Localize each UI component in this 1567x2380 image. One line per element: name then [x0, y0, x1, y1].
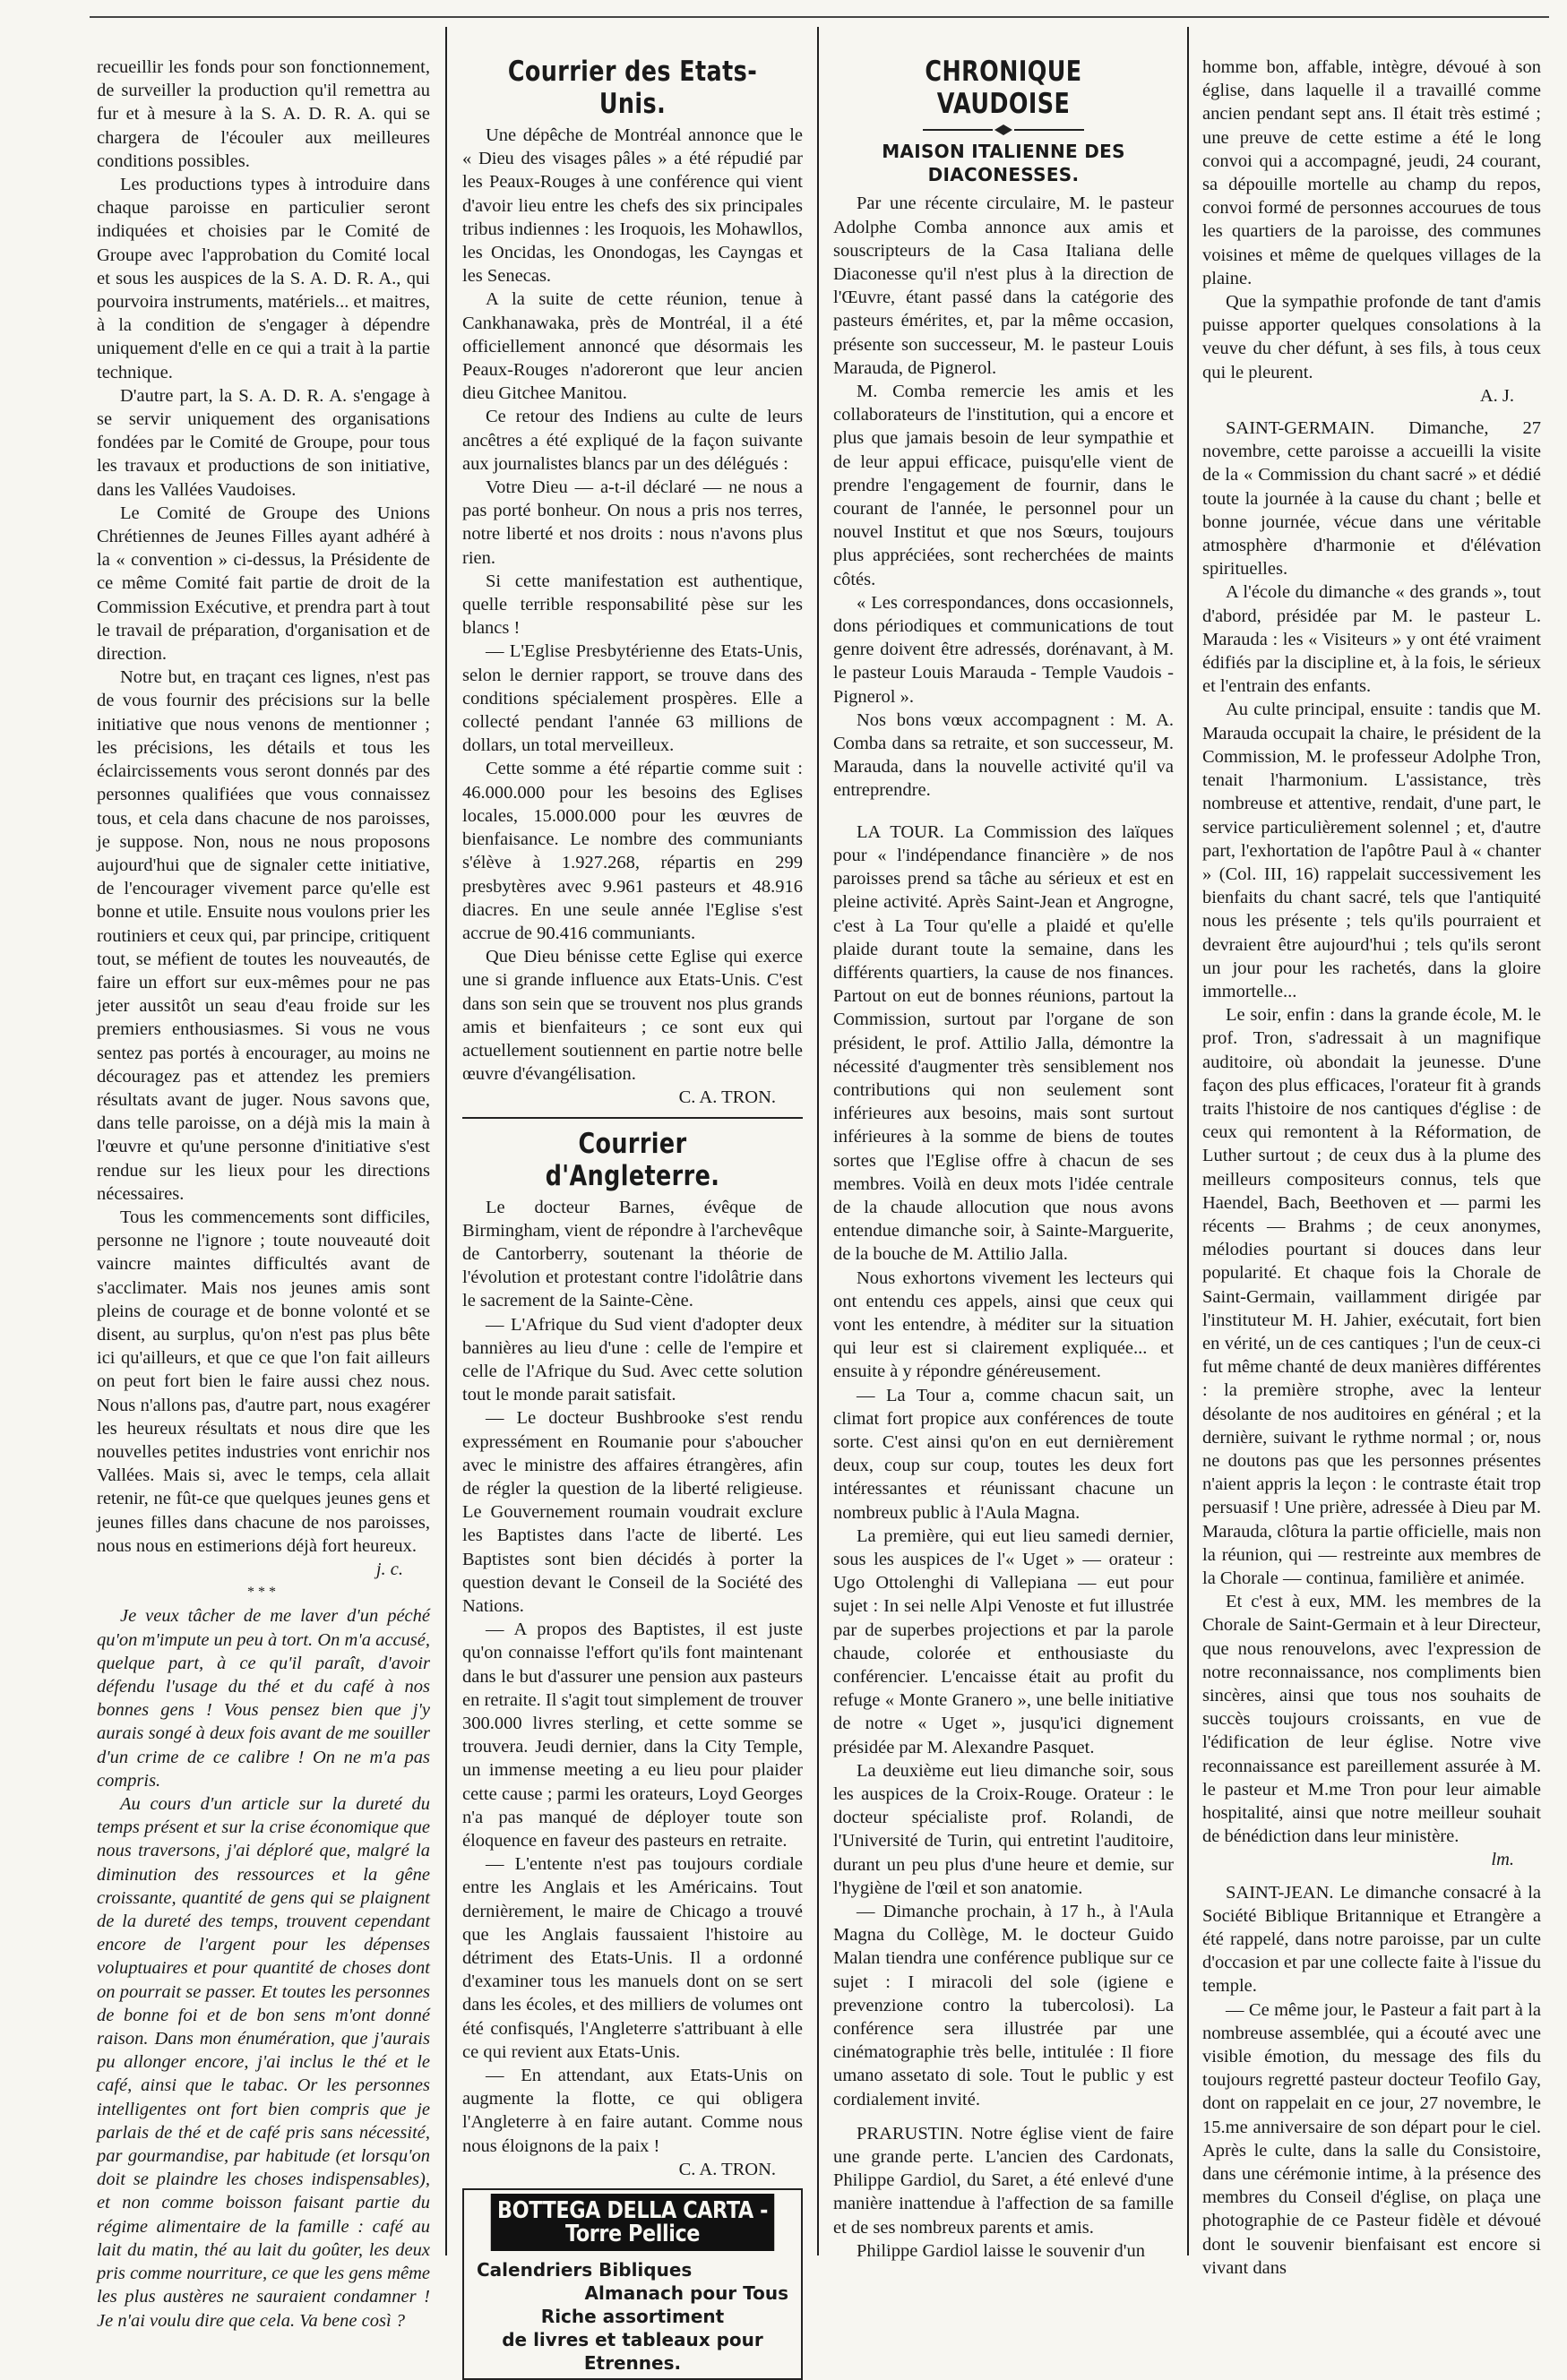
signature: j. c.	[375, 1559, 403, 1579]
paragraph: Je veux tâcher de me laver d'un péché qu'on m'impute un peu à tort. On m'a accusé, quelque part, à ce qu'il paraît, d'avoir défendu l'usage du thé et du café à nos bonnes gens ! Vous pensez bien que j'y aurais songé à deux fois avant de me souiller d'un crime de ce calibre ! On ne m'a pas compris.	[97, 1606, 430, 1791]
separator: ***	[247, 1585, 280, 1601]
paragraph: PRARUSTIN. Notre église vient de faire une grande perte. L'ancien des Cardonats, Philippe Gardiol, du Saret, a été enlevé d'une manière inattendue à l'affection de sa famille et de ses nombreux parents et amis.	[833, 2123, 1174, 2238]
paragraph: — Le docteur Bushbrooke s'est rendu expressément en Roumanie pour s'aboucher avec le ministre des affaires étrangères, afin de régler la question de la liberté religieuse. Le Gouvernement roumain voudrait exclure les Baptistes dans l'acte de liberté. Les Baptistes sont bien décidés à porter la question devant le Conseil de la Société des Nations.	[462, 1408, 803, 1616]
paragraph: — La Tour a, comme chacun sait, un climat fort propice aux conférences de toute sorte. C'est ainsi qu'on en eut dernièrement deux, coup sur coup, toutes les deux fort intéressantes et réunissant chacune un nombreux public à l'Aula Magna.	[833, 1385, 1174, 1523]
paragraph: LA TOUR. La Commission des laïques pour « l'indépendance financière » de nos paroisses prend sa tâche au sérieux et est en pleine activité. Après Saint-Jean et Angrogne, c'est à La Tour qu'elle a plaidé et qu'elle plaide durant toute la semaine, dans les différents quartiers, la cause de nos finances. Partout on eut de bonnes réunions, partout la Commission, surtout par l'organe de son président, le prof. Attilio Jalla, démontre la nécessité d'augmenter très sensiblement nos contributions qui non seulement sont inférieures aux besoins, mais sont surtout inférieures à la somme de biens de toutes sortes que l'Eglise offre à chacun de ses membres. Voilà en deux mots l'idée centrale de la chaude allocution que nous avons entendue dimanche soir, à Sainte-Marguerite, de la bouche de M. Attilio Jalla.	[833, 821, 1174, 1265]
advertisement-line: Almanach pour Tous	[584, 2282, 788, 2305]
section-heading: Courrier des Etats-Unis.	[507, 56, 758, 120]
paragraph: Le Comité de Groupe des Unions Chrétiennes de Jeunes Filles ayant adhéré à la « convention » ci-dessus, la Présidente de ce même Comité fait partie de droit de la Commission Exécutive, et prendra part à tout le travail de préparation, d'organisation et de direction.	[97, 503, 430, 665]
advertisement-title: BOTTEGA DELLA CARTA - Torre Pellice	[491, 2194, 774, 2251]
paragraph: « Les correspondances, dons occasionnels, dons périodiques et communications de tout genre doivent être adressés, dorénavant, à M. le pasteur Louis Marauda - Temple Vaudois - Pignerol ».	[833, 592, 1174, 707]
advertisement-line: de livres et tableaux pour Etrennes.	[502, 2329, 763, 2375]
spacer	[1202, 408, 1541, 417]
paragraph: — Ce même jour, le Pasteur a fait part à la nombreuse assemblée, qui a écouté avec une visible émotion, du message des fils du toujours regretté pasteur docteur Teofilo Gay, dont on rappelait en ce jour, 27 novembre, le 15.me anniversaire de son départ pour le ciel. Après le culte, dans la salle du Consistoire, dans une cérémonie intime, à la présence des membres du Conseil d'église, on plaça une photographie de ce Pasteur fidèle et dévoué dont le souvenir bienfaisant est encore si vivant dans	[1202, 1999, 1541, 2278]
paragraph: La deuxième eut lieu dimanche soir, sous les auspices de la Croix-Rouge. Orateur : le docteur spécialiste prof. Rolandi, de l'Université de Turin, qui entretint l'auditoire, durant un peu plus d'une heure et demie, sur l'hygiène de l'œil et son anatomie.	[833, 1760, 1174, 1898]
spacer	[1202, 1872, 1541, 1881]
advertisement-line: Calendriers Bibliques	[477, 2259, 693, 2281]
signature: A. J.	[1479, 385, 1514, 406]
subheading: MAISON ITALIENNE DES DIACONESSES.	[882, 141, 1125, 186]
paragraph: Philippe Gardiol laisse le souvenir d'un	[857, 2240, 1145, 2261]
paragraph: Ce retour des Indiens au culte de leurs ancêtres a été expliqué de la façon suivante aux journalistes blancs par un des délégués :	[462, 407, 803, 474]
paragraph: — L'entente n'est pas toujours cordiale entre les Anglais et les Américains. Tout dernièrement, le maire de Chicago a trouvé que les Anglais faussaient l'histoire au détriment des Etats-Unis. Il a ordonné d'examiner tous les manuels dont on se sert dans les écoles, et des milliers de volumes ont été confisqués, l'Angleterre s'attribuant à elle ce qui revient aux Etats-Unis.	[462, 1854, 803, 2062]
paragraph: Par une récente circulaire, M. le pasteur Adolphe Comba annonce aux amis et souscripteurs de la Casa Italiana delle Diaconesse qu'il n'est plus à la direction de l'Œuvre, étant passé dans la catégorie des pasteurs émérites, et, par la même occasion, présente son successeur, M. le pasteur Louis Marauda, de Pignerol.	[833, 193, 1174, 378]
signature: C. A. TRON.	[678, 2159, 776, 2179]
signature: lm.	[1491, 1850, 1514, 1870]
paragraph: Les productions types à introduire dans chaque paroisse en particulier seront indiquées et choisies par le Comité de Groupe avec l'approbation du Comité local et sous les auspices de la S. A. D. R. A., qui pourvoira instruments, matériels... et maitres, à la condition de s'engager à dépendre uniquement d'elle en ce qui a trait à la partie technique.	[97, 175, 430, 382]
top-rule	[90, 16, 1549, 18]
paragraph: A l'école du dimanche « des grands », tout d'abord, présidée par M. le pasteur L. Marauda : les « Visiteurs » y ont été vraiment édifiés par la discipline et, à la fois, le sérieux et l'entrain des enfants.	[1202, 582, 1541, 697]
paragraph: La première, qui eut lieu samedi dernier, sous les auspices de l'« Uget » — orateur : Ugo Ottolenghi di Vallepiana — eut pour sujet : In sei nelle Alpi Venoste et fut illustrée par de superbes projections et par la parole chaude, colorée et enthousiaste du conférencier. L'encaisse était au profit du refuge « Monte Granero », une belle initiative de notre « Uget », jusqu'ici dignement présidée par M. Alexandre Pasquet.	[833, 1525, 1174, 1757]
column-divider	[1187, 27, 1189, 2255]
advertisement-line: Riche assortiment	[540, 2306, 725, 2328]
paragraph: A la suite de cette réunion, tenue à Cankhanawaka, près de Montréal, il a été officiellement annoncé que désormais les Peaux-Rouges n'adoreront que leur ancien dieu Gitchee Manitou.	[462, 289, 803, 404]
spacer	[833, 803, 1174, 821]
paragraph: Le docteur Barnes, évêque de Birmingham, vient de répondre à l'archevêque de Cantorberry, soutenant la théorie de l'évolution et protestant contre l'idolâtrie dans le sacrement de la Sainte-Cène.	[462, 1197, 803, 1311]
ornament-rule	[923, 124, 1084, 136]
paragraph: Nos bons vœux accompagnent : M. A. Comba dans sa retraite, et son successeur, M. Marauda, dans la nouvelle activité qu'il va entreprendre.	[833, 709, 1174, 801]
paragraph: — A propos des Baptistes, il est juste qu'on connaisse l'effort qu'ils font maintenant dans le but d'assurer une pension aux pasteurs en retraite. Il s'agit tout simplement de trouver 300.000 livres sterling, et cette somme se trouvera. Jeudi dernier, dans la City Temple, un immense meeting a eu lieu pour plaider cette cause ; parmi les orateurs, Loyd Georges n'a pas manqué de déployer toute son éloquence en faveur des pasteurs en retraite.	[462, 1620, 803, 1852]
paragraph: SAINT-GERMAIN. Dimanche, 27 novembre, cette paroisse a accueilli la visite de la « Commission du chant sacré » et dédié toute la journée à la cause du chant ; belle et bonne journée, vécue dans une véritable atmosphère d'harmonie et d'élévation spirituelles.	[1202, 418, 1541, 580]
paragraph: D'autre part, la S. A. D. R. A. s'engage à se servir uniquement des organisations fondées par le Comité de Groupe, pour tous les travaux et productions de son initiative, dans les Vallées Vaudoises.	[97, 385, 430, 500]
paragraph: SAINT-JEAN. Le dimanche consacré à la Société Biblique Britannique et Etrangère a été rappelé, dans notre paroisse, par un culte d'occasion et par une collecte faite à l'issue du temple.	[1202, 1882, 1541, 1997]
paragraph: — Dimanche prochain, à 17 h., à l'Aula Magna du Collège, M. le docteur Guido Malan tiendra une conférence publique sur ce sujet : I miracoli del sole (igiene e prevenzione contro la tubercolosi). La conférence sera illustrée par une cinématographie très belle, intitulée : Il fiore umano assetato di sole. Tout le public y est cordialement invité.	[833, 1902, 1174, 2109]
paragraph: homme bon, affable, intègre, dévoué à son église, dans laquelle il a travaillé comme ancien pendant sept ans. Il était très estimé ; une preuve de cette estime a été le long convoi qui a accompagné, jeudi, 24 courant, sa dépouille mortelle au champ du repos, convoi formé de personnes accourues de tous les quartiers de la paroisse, des communes voisines et même de quelques villages de la plaine.	[1202, 57, 1541, 288]
paragraph: Si cette manifestation est authentique, quelle terrible responsabilité pèse sur les blancs !	[462, 571, 803, 639]
paragraph: Nous exhortons vivement les lecteurs qui ont entendu ces appels, ainsi que ceux qui vont les entendre, à méditer sur la situation qui leur est si clairement expliquée... et ensuite à y répondre généreusement.	[833, 1267, 1174, 1382]
column-divider	[817, 27, 819, 2255]
column-divider	[445, 27, 447, 2255]
column-4	[1202, 56, 1541, 2278]
paragraph: recueillir les fonds pour son fonctionnement, de surveiller la production qu'il remettra au fur et à mesure à la S. A. D. R. A. qui se chargera de l'écouler aux meilleures conditions possibles.	[97, 57, 430, 171]
paragraph: Et c'est à eux, MM. les membres de la Chorale de Saint-Germain et à leur Directeur, que nous renouvelons, avec l'expression de notre reconnaissance, nos compliments bien sincères, ainsi que tous nos souhaits de succès toujours croissants, en vue de l'édification de leur église. Notre vive reconnaissance est pareillement assurée à M. le pasteur et M.me Tron pour leur aimable hospitalité, ainsi que notre meilleur souhait de bénédiction dans leur ministère.	[1202, 1592, 1541, 1847]
paragraph: Votre Dieu — a-t-il déclaré — ne nous a pas porté bonheur. On nous a pris nos terres, notre liberté et nos droits : nous n'avons plus rien.	[462, 477, 803, 568]
paragraph: Tous les commencements sont difficiles, personne ne l'ignore ; toute nouveauté doit vaincre maintes difficultés avant de s'acclimater. Mais nos jeunes amis sont pleins de courage et de bonne volonté et se disent, au surplus, qu'on n'est pas plus bête ici qu'ailleurs, et que ce que l'on fait ailleurs on peut fort bien le faire aussi chez nous. Nous n'allons pas, d'autre part, nous exagérer les heureux résultats et nous dire que les nouvelles petites industries vont enrichir nos Vallées. Mais si, avec le temps, cela allait retenir, ne fût-ce que quelques jeunes gens et jeunes filles dans chacune de nos paroisses, nous nous en estimerions déjà fort heureux.	[97, 1207, 430, 1556]
paragraph: Cette somme a été répartie comme suit : 46.000.000 pour les besoins des Eglises locales, 15.000.000 pour les œuvres de bienfaisance. Le nombre des communiants s'élève à 1.927.268, répartis en 299 presbytères avec 9.961 pasteurs et 48.916 diacres. En une seule année l'Eglise s'est accrue de 90.416 communiants.	[462, 759, 803, 943]
signature: C. A. TRON.	[678, 1087, 776, 1108]
column-1	[97, 56, 430, 2331]
paragraph: Au culte principal, ensuite : tandis que M. Marauda occupait la chaire, le président de la Commission, M. le professeur Adolphe Tron, tenait l'harmonium. L'assistance, très nombreuse et attentive, rendait, d'une part, le service particulièrement solennel ; et, d'autre part, l'exhortation de l'apôtre Paul à « chanter » (Col. III, 16) rappelait successivement les bienfaits du chant sacré, tels que l'antiquité nous les présente ; tels qu'ils pourraient et devraient être aujourd'hui ; tels qu'ils seront un jour pour les rachetés, dans la gloire immortelle...	[1202, 700, 1541, 1001]
paragraph: Le soir, enfin : dans la grande école, M. le prof. Tron, s'adressait à un magnifique auditoire, où abondait la jeunesse. D'une façon des plus efficaces, l'orateur fit à grands traits l'histoire de nos cantiques d'église : de ceux qui remontent à la Réformation, de Luther surtout ; de ceux dus à la plume des meilleurs compositeurs connus, tels que Haendel, Bach, Beethoven et — parmi les récents — Brahms ; de ceux anonymes, mélodies pourtant si douces dans leur popularité. Et chaque fois la Chorale de Saint-Germain, vaillamment dirigée par l'instituteur M. H. Jahier, exécutait, fort bien en vérité, un de ces cantiques ; l'un de ceux-ci fut même chanté de deux manières différentes : la première strophe, avec la lenteur désolante de nos auditoires en général ; et la dernière, suivant le rythme normal ; or, nous ne doutons pas que les personnes présentes n'aient appris la leçon : le contraste était trop persuasif ! Une prière, adressée à Dieu par M. Marauda, clôtura la partie officielle, mais non la réunion, qui — restreinte aux membres de la Chorale — continua, familière et animée.	[1202, 1005, 1541, 1588]
column-3	[833, 56, 1174, 2273]
section-heading: Courrier d'Angleterre.	[545, 1127, 720, 1192]
paragraph: Au cours d'un article sur la dureté du temps présent et sur la crise économique que nous traversons, j'ai déploré que, malgré la diminution des ressources et la gêne croissante, quantité de gens qui se plaignent de la dureté des temps, trouvent cependant encore de l'argent pour les dépenses voluptuaires et pour quantité de choses dont on pourrait se passer. Et toutes les personnes de bonne foi et de bon sens m'ont donné raison. Dans mon énumération, que j'aurais pu allonger encore, j'ai inclus le thé et le café, ainsi que le tabac. Or les personnes intelligentes ont fort bien compris que je parlais de thé et de café pris sans nécessité, par gourmandise, par habitude (et lorsqu'on doit se plaindre les choses indispensables), et non comme boisson faisant partie du régime alimentaire de la famille : café au lait du matin, thé au lait du goûter, les deux pris comme nourriture, ce que les gens même les plus austères ne sauraient condamner ! Je n'ai voulu dire que cela. Va bene così ?	[97, 1794, 430, 2331]
paragraph: Que la sympathie profonde de tant d'amis puisse apporter quelques consolations à la veuve du cher défunt, à ses fils, à tous ceux qui le pleurent.	[1202, 292, 1541, 382]
paragraph: — L'Eglise Presbytérienne des Etats-Unis, selon le dernier rapport, se trouve dans des conditions spécialement prospères. Elle a collecté pendant l'année 63 millions de dollars, un total merveilleux.	[462, 641, 803, 756]
section-divider	[462, 1117, 803, 1119]
advertisement	[462, 2188, 803, 2380]
paragraph: — L'Afrique du Sud vient d'adopter deux bannières au lieu d'une : celle de l'empire et celle de l'Afrique du Sud. Avec cette solution tout le monde parait satisfait.	[462, 1314, 803, 1405]
paragraph: Notre but, en traçant ces lignes, n'est pas de vous fournir des précisions sur la belle initiative que nous venons de mentionner ; les précisions, les détails et tous les éclaircissements vous seront donnés par des personnes qualifiées que vous connaissez tous, et cela dans chacune de nos paroisses, je suppose. Non, nous ne nous proposons aujourd'hui que de signaler cette initiative, de l'encourager vivement parce qu'elle est bonne et utile. Ensuite nous voulons prier les routiniers et ceux qui, par principe, critiquent tout, se méfient de toutes les nouveautés, de faire un effort sur eux-mêmes pour ne pas jeter aussitôt un seau d'eau froide sur les premiers enthousiasmes. Si vous ne vous sentez pas portés à encourager, au moins ne découragez pas et attendez les premiers résultats avant de juger. Nous savons que, dans telle paroisse, on a déjà mis la main à l'œuvre et qu'une personne d'initiative s'est rendue sur les lieux pour les directions nécessaires.	[97, 667, 430, 1204]
paragraph: M. Comba remercie les amis et les collaborateurs de l'institution, qui a encore et plus que jamais besoin de leur sympathie et de leur appui efficace, puisqu'elle vient de prendre l'engagement de fournir, dans le courant de l'année, le personnel pour un nouvel Institut et que nos Sœurs, toujours plus appréciées, sont recherchées de maints côtés.	[833, 382, 1174, 589]
paragraph: Une dépêche de Montréal annonce que le « Dieu des visages pâles » a été répudié par les Peaux-Rouges à une conférence qui vient d'avoir lieu entre les chefs des six principales tribus indiennes : les Iroquois, les Mohawllos, les Oncidas, les Onondogas, les Cayngas et les Senecas.	[462, 125, 803, 287]
paragraph: Que Dieu bénisse cette Eglise qui exerce une si grande influence aux Etats-Unis. C'est dans son sein que se trouvent nos plus grands amis et bienfaiteurs ; ce sont eux qui actuellement soutiennent en partie notre belle œuvre d'évangélisation.	[462, 947, 803, 1085]
section-heading: CHRONIQUE VAUDOISE	[925, 56, 1082, 120]
column-2	[462, 56, 803, 2375]
italic-article	[97, 1604, 430, 2332]
paragraph: — En attendant, aux Etats-Unis on augmente la flotte, ce qui obligera l'Angleterre à en faire autant. Comme nous nous éloignons de la paix !	[462, 2066, 803, 2156]
